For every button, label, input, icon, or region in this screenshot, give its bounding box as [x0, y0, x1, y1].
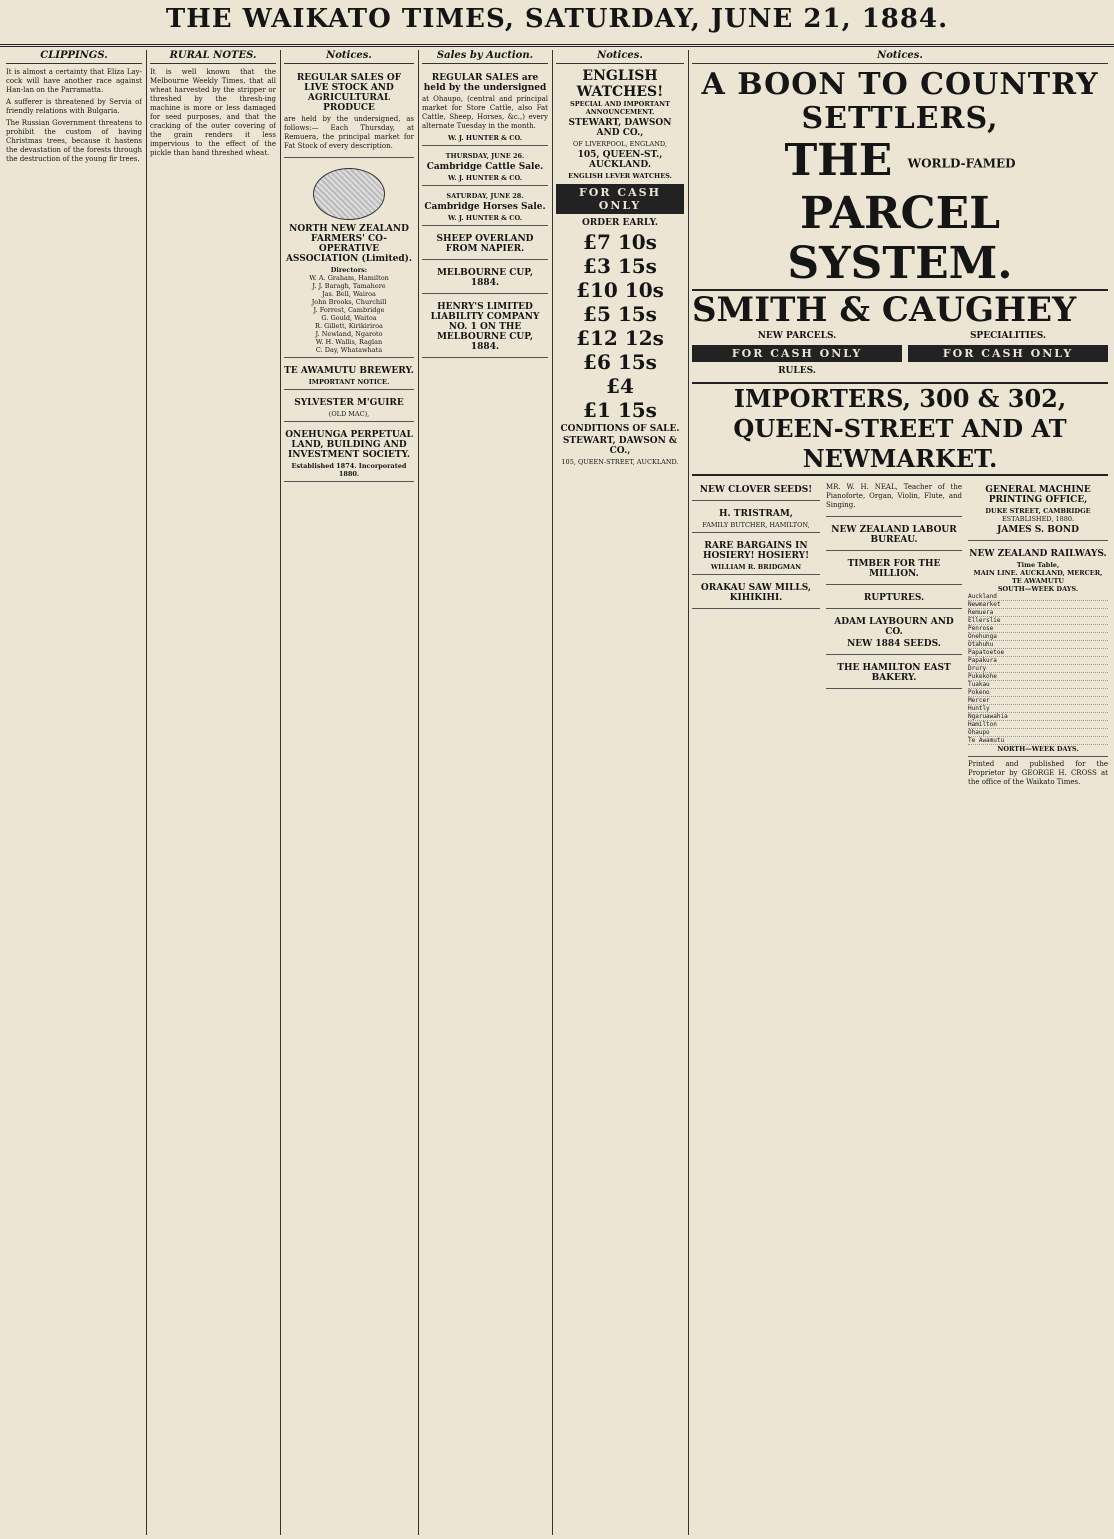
melbourne-cup-ad [422, 263, 548, 294]
director-name: W. H. Wallis, Raglan [315, 338, 383, 346]
ad-heading: REGULAR SALES are held by the undersigned [423, 73, 547, 93]
notices-heading: Notices. [284, 50, 414, 64]
masthead [0, 0, 1114, 47]
firm-origin: OF LIVERPOOL, ENGLAND, [573, 140, 667, 148]
ad-heading: RARE BARGAINS IN HOSIERY! HOSIERY! [702, 540, 810, 561]
sale-date: THURSDAY, JUNE 26. [445, 152, 525, 160]
clippings-heading: CLIPPINGS. [6, 50, 142, 64]
director-name: John Brooks, Churchill [311, 298, 387, 306]
order-early-label: ORDER EARLY. [581, 218, 659, 228]
station-row: Te Awamutu [968, 737, 1108, 745]
ad-heading: THE HAMILTON EAST BAKERY. [837, 662, 951, 683]
watch-price: £12 12s [576, 326, 664, 350]
station-row: Ellerslie [968, 617, 1108, 625]
proprietor-name: JAMES S. BOND [997, 524, 1079, 535]
ad-subheading: IMPORTANT NOTICE. [308, 378, 390, 386]
ruptures-ad [826, 588, 962, 609]
ad-subheading: FAMILY BUTCHER, HAMILTON, [702, 520, 810, 529]
ad-body: at Ohaupo, (central and principal market for Store Cattle, also Fat Cattle, Sheep, Horses, &c.,) every alternate Tuesday in the month. [422, 95, 548, 130]
column-rule [688, 50, 689, 1535]
ad-heading: NEW ZEALAND RAILWAYS. [969, 548, 1107, 559]
parcel-world-famed: WORLD-FAMED [907, 156, 1016, 171]
specialities-heading: SPECIALITIES. [969, 330, 1047, 341]
rural-notes-heading: RURAL NOTES. [150, 50, 276, 64]
station-row: Onehunga [968, 633, 1108, 641]
ad-heading: SYLVESTER M'GUIRE [294, 398, 404, 408]
farmers-association-ad [284, 161, 414, 358]
small-ads-right [968, 480, 1108, 790]
station-row: Hamilton [968, 721, 1108, 729]
ad-body: MR. W. H. NEAL, Teacher of the Pianoforte, Organ, Violin, Flute, and Singing. [826, 482, 962, 509]
watch-price: £5 15s [583, 302, 657, 326]
specialities-block [908, 329, 1108, 378]
watch-price: £6 15s [583, 350, 657, 374]
ad-heading: MELBOURNE CUP, 1884. [436, 268, 534, 288]
watches-column [556, 50, 684, 1535]
ad-heading: ONEHUNGA PERPETUAL LAND, BUILDING AND INVESTMENT SOCIETY. [285, 430, 413, 460]
main-line-label: MAIN LINE. AUCKLAND, MERCER, TE AWAMUTU [973, 568, 1103, 585]
ad-heading: HENRY'S LIMITED LIABILITY COMPANY NO. 1 ON THE MELBOURNE CUP, 1884. [430, 302, 540, 352]
watch-price: £7 10s [583, 230, 657, 254]
station-row: Otahuhu [968, 641, 1108, 649]
smith-caughey-name: SMITH & CAUGHEY [692, 289, 1077, 330]
importers-banner: IMPORTERS, 300 & 302, QUEEN-STREET AND AT NEWMARKET. [692, 382, 1108, 476]
parcel-lists [692, 329, 1108, 378]
station-row: Auckland [968, 593, 1108, 601]
ohaupo-sales-ad [422, 68, 548, 146]
sales-heading: Sales by Auction. [422, 50, 548, 64]
ad-subheading: (OLD MAC), [328, 410, 370, 418]
ad-heading: ADAM LAYBOURN AND CO. [834, 616, 954, 637]
rural-notes-column [150, 50, 276, 1535]
column-rule [146, 50, 147, 1535]
sylvester-ad [284, 393, 414, 422]
cattle-sale-ad [422, 149, 548, 186]
clipping-paragraph: It is almost a certainty that Eliza Lay-cock will have another race against Han-lan on the Parramatta. [6, 68, 142, 94]
station-row: Pokeno [968, 689, 1108, 697]
association-seal-icon [313, 168, 385, 220]
bakery-ad [826, 658, 962, 689]
auctioneer-name: W. J. HUNTER & CO. [448, 174, 522, 182]
column-rule [280, 50, 281, 1535]
imprint: Printed and published for the Proprietor by GEORGE H. CROSS at the office of the Waikato Times. [968, 759, 1108, 786]
station-row: Mercer [968, 697, 1108, 705]
sale-date: SATURDAY, JUNE 28. [446, 192, 524, 200]
merchant-name: WILLIAM R. BRIDGMAN [710, 562, 802, 571]
ad-body: are held by the undersigned, as follows:— Each Thursday, at Remuera, the principal market for Fat Stock of every description. [284, 115, 414, 150]
horse-sale-ad [422, 189, 548, 226]
watch-price: £10 10s [576, 278, 664, 302]
ad-heading: Cambridge Cattle Sale. [426, 162, 544, 172]
director-name: C. Day, Whatawhata [315, 346, 383, 354]
boon-headline: A BOON TO COUNTRY SETTLERS, [701, 67, 1099, 136]
ad-heading: TE AWAMUTU BREWERY. [284, 366, 414, 376]
station-row: Huntly [968, 705, 1108, 713]
rural-paragraph: It is well known that the Melbourne Weekly Times, that all wheat harvested by the stripper or threshed by the thresh-ing machine is more or less damaged for seed purposes, and that the cracking of the outer covering of the grain renders it less impervious to the effect of the pickle than hand threshed wheat. [150, 68, 276, 157]
hosiery-ad [692, 536, 820, 575]
south-heading: SOUTH—WEEK DAYS. [997, 584, 1079, 593]
station-row: Ngaruawahia [968, 713, 1108, 721]
henry-company-ad [422, 297, 548, 358]
station-row: Ohaupo [968, 729, 1108, 737]
ad-heading: SHEEP OVERLAND FROM NAPIER. [436, 234, 534, 254]
station-row: Papakura [968, 657, 1108, 665]
station-row: Drury [968, 665, 1108, 673]
sales-column [422, 50, 548, 1535]
newspaper-title: THE WAIKATO TIMES, SATURDAY, JUNE 21, 1884. [165, 4, 949, 34]
column-rule [418, 50, 419, 1535]
livestock-sales-ad [284, 68, 414, 158]
directors-label: Directors: [330, 266, 368, 274]
sheep-ad [422, 229, 548, 260]
north-heading: NORTH—WEEK DAYS. [997, 744, 1079, 753]
clover-seeds-ad [692, 480, 820, 501]
director-name: W. A. Graham, Hamilton [309, 274, 389, 282]
station-row: Papatoetoe [968, 649, 1108, 657]
firm-address: 105, QUEEN-ST., AUCKLAND. [577, 150, 663, 170]
parcel-system: PARCEL SYSTEM. [787, 187, 1013, 289]
director-name: J. Forrest, Cambridge [313, 306, 385, 314]
director-name: J. J. Baragh, Tamahere [312, 282, 386, 290]
station-row: Remuera [968, 609, 1108, 617]
parcel-the: THE [784, 135, 893, 186]
cash-only-banner: FOR CASH ONLY [908, 345, 1108, 362]
small-ads-middle [826, 480, 962, 790]
conditions-heading: CONDITIONS OF SALE. [560, 424, 680, 434]
firm-name: STEWART, DAWSON & CO., [562, 436, 678, 456]
auctioneer-name: W. J. HUNTER & CO. [448, 134, 522, 142]
ad-subheading: Established 1874. Incorporated 1880. [291, 462, 407, 478]
rules-heading: RULES. [778, 365, 816, 376]
ad-heading: GENERAL MACHINE PRINTING OFFICE, [985, 484, 1091, 505]
railways-timetable [968, 544, 1108, 757]
watch-price: £3 15s [583, 254, 657, 278]
ad-heading: H. TRISTRAM, [719, 508, 793, 519]
parcel-system-headline [692, 136, 1108, 291]
notices-right-column [692, 50, 1108, 1535]
watches-column-heading: Notices. [556, 50, 684, 64]
column-rule [552, 50, 553, 1535]
new-parcels-heading: NEW PARCELS. [757, 330, 837, 341]
watch-price: £1 15s [583, 398, 657, 422]
director-name: J. Newland, Ngaroto [315, 330, 383, 338]
ad-heading: NEW ZEALAND LABOUR BUREAU. [831, 524, 957, 545]
saw-mills-ad [692, 578, 820, 609]
new-parcels-block [692, 329, 902, 378]
ad-heading: RUPTURES. [863, 592, 925, 603]
station-row: Pukekohe [968, 673, 1108, 681]
brewery-ad [284, 361, 414, 390]
ad-heading: NORTH NEW ZEALAND FARMERS' CO-OPERATIVE ASSOCIATION (Limited). [285, 224, 413, 264]
printing-office-ad [968, 480, 1108, 541]
auctioneer-name: W. J. HUNTER & CO. [448, 214, 522, 222]
timetable-label: Time Table, [1016, 560, 1060, 569]
station-row: Tuakau [968, 681, 1108, 689]
director-name: Jas. Bell, Wairoa [322, 290, 376, 298]
ad-heading: ORAKAU SAW MILLS, KIHIKIHI. [700, 582, 812, 603]
notices-column [284, 50, 414, 1535]
seeds-ad [826, 612, 962, 655]
labour-bureau-ad [826, 520, 962, 551]
established-date: ESTABLISHED, 1880. [1001, 514, 1075, 523]
clippings-column [6, 50, 142, 1535]
director-name: G. Gould, Waitoa [321, 314, 377, 322]
ad-heading: Cambridge Horses Sale. [424, 202, 546, 212]
clipping-paragraph: The Russian Government threatens to prohibit the custom of having Christmas trees, because it hastens the devastation of the forests through the destruction of the young fir trees. [6, 119, 142, 163]
watches-heading: ENGLISH WATCHES! [576, 68, 664, 100]
ad-heading: REGULAR SALES OF LIVE STOCK AND AGRICULTURAL PRODUCE [296, 73, 402, 113]
small-ads-left [692, 480, 820, 790]
timber-ad [826, 554, 962, 585]
director-name: R. Gillett, Kirikiriroa [315, 322, 383, 330]
firm-address: 105, QUEEN-STREET, AUCKLAND. [561, 458, 679, 466]
watches-subheading: SPECIAL AND IMPORTANT ANNOUNCEMENT. [570, 100, 670, 116]
notices-right-heading: Notices. [692, 50, 1108, 64]
cash-only-banner: FOR CASH ONLY [692, 345, 902, 362]
clipping-paragraph: A sufferer is threatened by Servia of friendly relations with Bulgaria. [6, 98, 142, 115]
station-list [968, 593, 1108, 745]
ad-subheading: NEW 1884 SEEDS. [847, 638, 941, 649]
music-teacher-ad [826, 480, 962, 517]
firm-name: STEWART, DAWSON AND CO., [568, 118, 672, 138]
small-ads-area [692, 480, 1108, 790]
butcher-ad [692, 504, 820, 533]
ad-heading: TIMBER FOR THE MILLION. [847, 558, 941, 579]
watch-price: £4 [606, 374, 634, 398]
station-row: Penrose [968, 625, 1108, 633]
cash-only-banner: FOR CASH ONLY [556, 184, 684, 214]
lever-watches-label: ENGLISH LEVER WATCHES. [568, 172, 672, 180]
onehunga-society-ad [284, 425, 414, 482]
ad-heading: NEW CLOVER SEEDS! [699, 484, 813, 495]
ad-address: DUKE STREET, CAMBRIDGE [985, 506, 1091, 515]
station-row: Newmarket [968, 601, 1108, 609]
